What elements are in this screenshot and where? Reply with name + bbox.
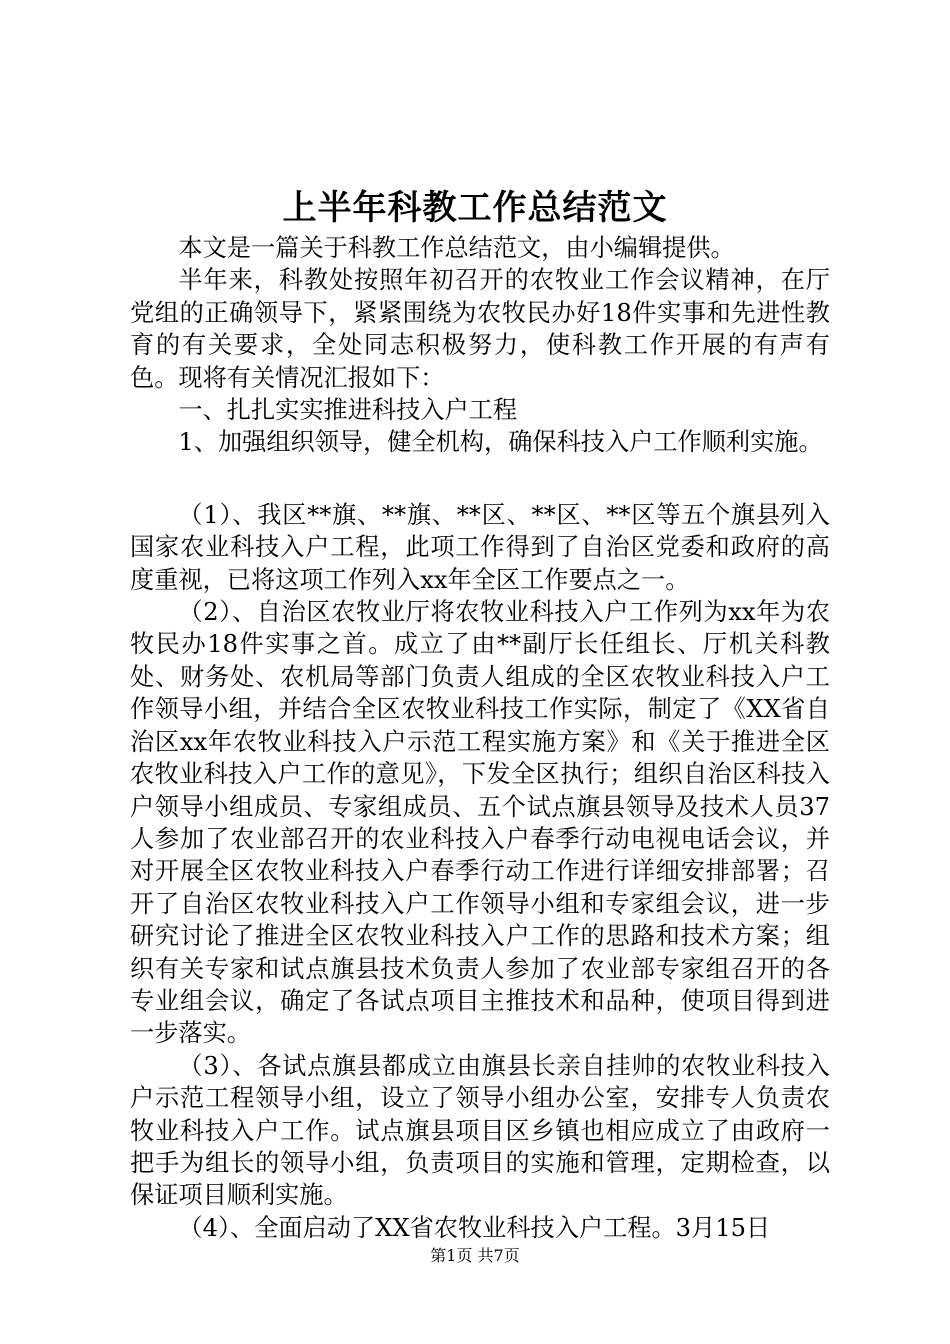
item-3-paragraph: （3）、各试点旗县都成立由旗县长亲自挂帅的农牧业科技入户示范工程领导小组，设立了领导小组办公室，安排专人负责农牧业科技入户工作。试点旗县项目区乡镇也相应成立了由政府一把手为组长的领导小组，负责项目的实施和管理，定期检查，以保证项目顺利实施。 (130, 1051, 830, 1210)
summary-paragraph: 半年来，科教处按照年初召开的农牧业工作会议精神，在厅党组的正确领导下，紧紧围绕为农牧民办好18件实事和先进性教育的有关要求，全处同志积极努力，使科教工作开展的有声有色。现将有关情况汇报如下： (130, 266, 830, 392)
page-title: 上半年科教工作总结范文 (282, 188, 668, 228)
item-1-paragraph: （1）、我区**旗、**旗、**区、**区、**区等五个旗县列入国家农业科技入户工程，此项工作得到了自治区党委和政府的高度重视，已将这项工作列入xx年全区工作要点之一。 (130, 500, 830, 594)
item-2-paragraph: （2）、自治区农牧业厅将农牧业科技入户工作列为xx年为农牧民办18件实事之首。成立了由**副厅长任组长、厅机关科教处、财务处、农机局等部门负责人组成的全区农牧业科技入户工作领导小组，并结合全区农牧业科技工作实际，制定了《XX省自治区xx年农牧业科技入户示范工程实施方案》和《关于推进全区农牧业科技入户工作的意见》，下发全区执行；组织自治区科技入户领导小组成员、专家组成员、五个试点旗县领导及技术人员37人参加了农业部召开的农业科技入户春季行动电视电话会议，并对开展全区农牧业科技入户春季行动工作进行详细安排部署；召开了自治区农牧业科技入户工作领导小组和专家组会议，进一步研究讨论了推进全区农牧业科技入户工作的思路和技术方案；组织有关专家和试点旗县技术负责人参加了农业部专家组召开的各专业组会议，确定了各试点项目主推技术和品种，使项目得到进一步落实。 (130, 598, 830, 1048)
item-4-paragraph: （4）、全面启动了XX省农牧业科技入户工程。3月15日 (178, 1213, 771, 1242)
section-heading: 一、扎扎实实推进科技入户工程 (178, 396, 518, 425)
document-body (130, 232, 830, 1244)
subsection-heading: 1、加强组织领导，健全机构，确保科技入户工作顺利实施。 (178, 428, 823, 457)
intro-paragraph: 本文是一篇关于科教工作总结范文，由小编辑提供。 (178, 234, 735, 262)
page-number: 第1页 共7页 (430, 1246, 520, 1265)
paragraph-spacer (130, 459, 830, 499)
